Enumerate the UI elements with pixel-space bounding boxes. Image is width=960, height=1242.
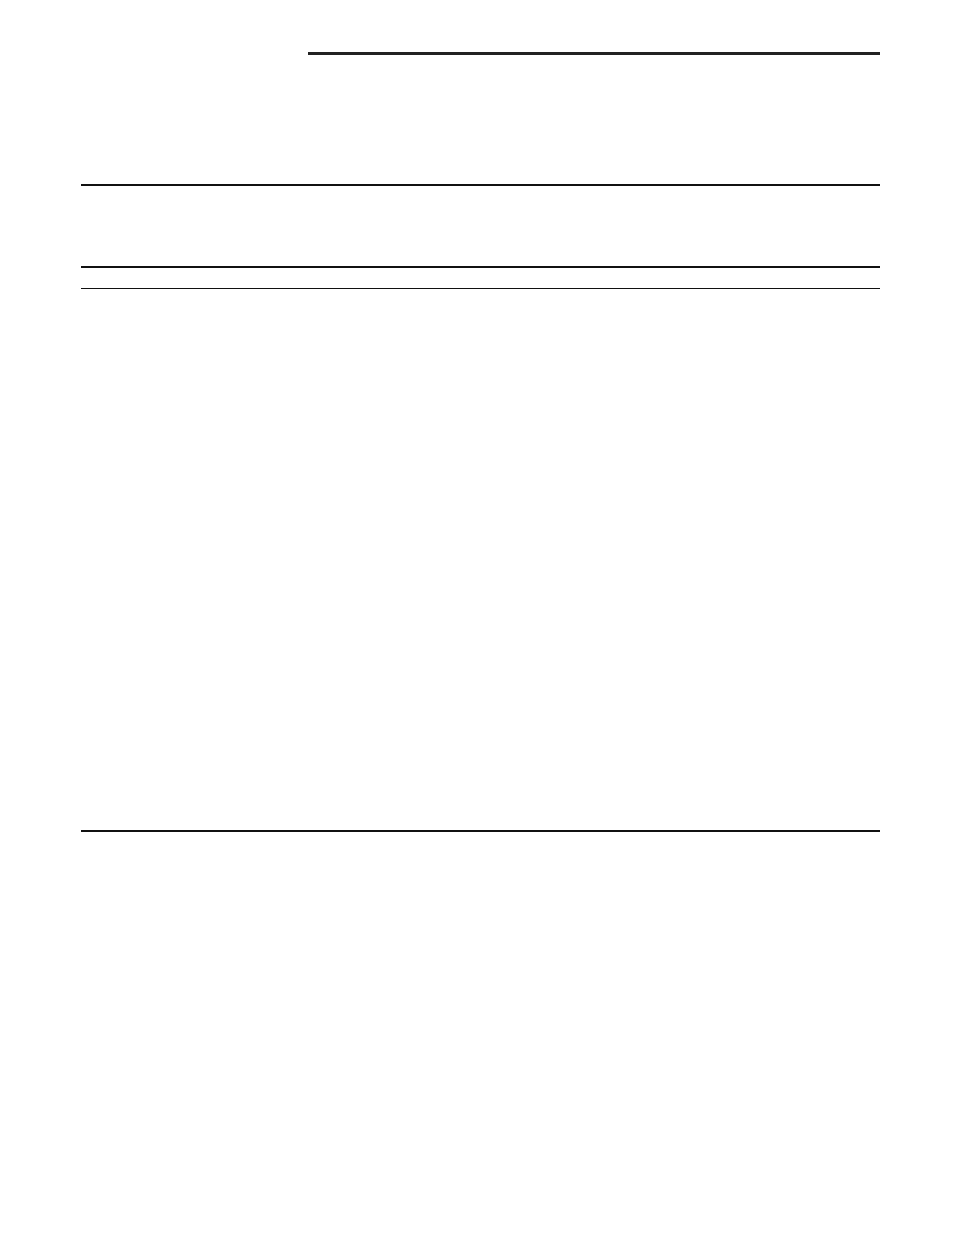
header-rule: [308, 52, 880, 55]
table-bottom-rule: [81, 830, 880, 832]
subheading-rule: [81, 288, 880, 289]
header-bottom-rule: [81, 266, 880, 268]
table-top-rule: [81, 184, 880, 186]
